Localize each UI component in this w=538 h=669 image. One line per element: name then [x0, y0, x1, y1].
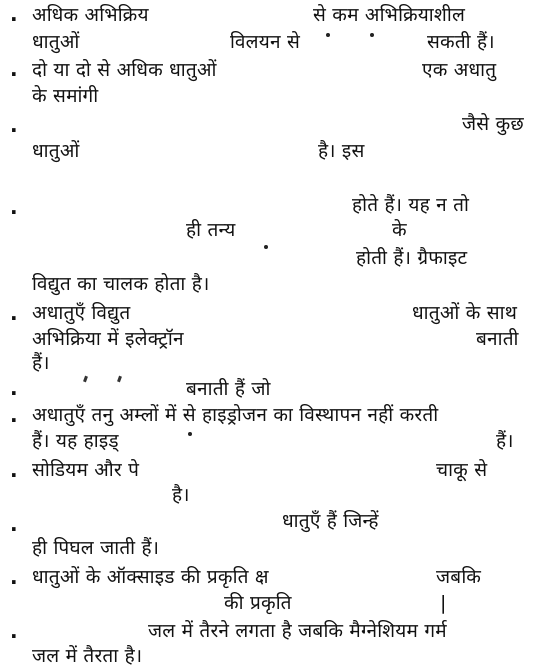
text-line: है। इस [318, 140, 365, 162]
stray-mark [188, 432, 192, 436]
text-line: है। [172, 484, 190, 506]
bullet: . [10, 619, 18, 643]
text-line: हैं। [32, 352, 50, 374]
bullet: . [10, 113, 18, 137]
text-line: होती हैं। ग्रैफाइट [356, 247, 468, 269]
text-line: जल में तैरने लगता है जबकि मैग्नेशियम गर्म [148, 620, 447, 642]
text-line: सकती हैं। [427, 31, 495, 53]
bullet: . [10, 301, 18, 325]
text-line: धातुओं के साथ [412, 302, 518, 324]
bullet: . [10, 376, 18, 400]
bullet: . [10, 2, 18, 26]
text-line: से कम अभिक्रियाशील [313, 4, 466, 26]
text-line: हैं। [496, 430, 514, 452]
text-line: बनाती हैं जो [186, 378, 271, 400]
text-line: धातुओं के ऑक्साइड की प्रकृति क्ष [32, 566, 269, 588]
text-line: अधातुएँ तनु अम्लों में से हाइड्रोजन का विस्थापन नहीं करती [32, 404, 439, 426]
text-line: जैसे कुछ [462, 113, 524, 135]
text-line: ही तन्य [186, 219, 236, 241]
text-line: जबकि [436, 566, 482, 588]
text-line: सोडियम और पे [32, 459, 140, 481]
bullet: . [10, 57, 18, 81]
text-line: जल में तैरता है। [32, 645, 143, 667]
stray-mark [264, 245, 268, 249]
text-line: विलयन से [230, 31, 301, 53]
text-line: धातुओं [32, 140, 80, 162]
bullet: . [10, 458, 18, 482]
text-line: के [392, 219, 407, 241]
text-line: | [440, 592, 447, 614]
bullet: . [10, 512, 18, 536]
stray-mark [370, 33, 374, 37]
text-line: अभिक्रिया में इलेक्ट्रॉन [32, 328, 184, 350]
text-line: धातुओं [32, 31, 80, 53]
text-line: धातुएँ हैं जिन्हें [282, 510, 379, 532]
text-line: अधातुएँ विद्युत [32, 302, 131, 324]
text-line: बनाती [476, 328, 519, 350]
text-line: होते हैं। यह न तो [352, 194, 470, 216]
text-line: विद्युत का चालक होता है। [32, 273, 210, 295]
text-line: चाकू से [436, 459, 488, 481]
bullet: . [10, 403, 18, 427]
stray-mark [326, 33, 330, 37]
text-line: दो या दो से अधिक धातुओं [32, 59, 217, 81]
text-line: अधिक अभिक्रिय [32, 4, 149, 26]
text-line: की प्रकृति [224, 592, 292, 614]
bullet: . [10, 565, 18, 589]
text-line: के समांगी [32, 85, 99, 107]
stray-mark [117, 376, 122, 383]
bullet: . [10, 195, 18, 219]
text-line: एक अधातु [422, 59, 497, 81]
text-line: ही पिघल जाती हैं। [32, 537, 160, 559]
stray-mark [83, 376, 88, 383]
text-line: हैं। यह हाइड् [32, 430, 119, 452]
